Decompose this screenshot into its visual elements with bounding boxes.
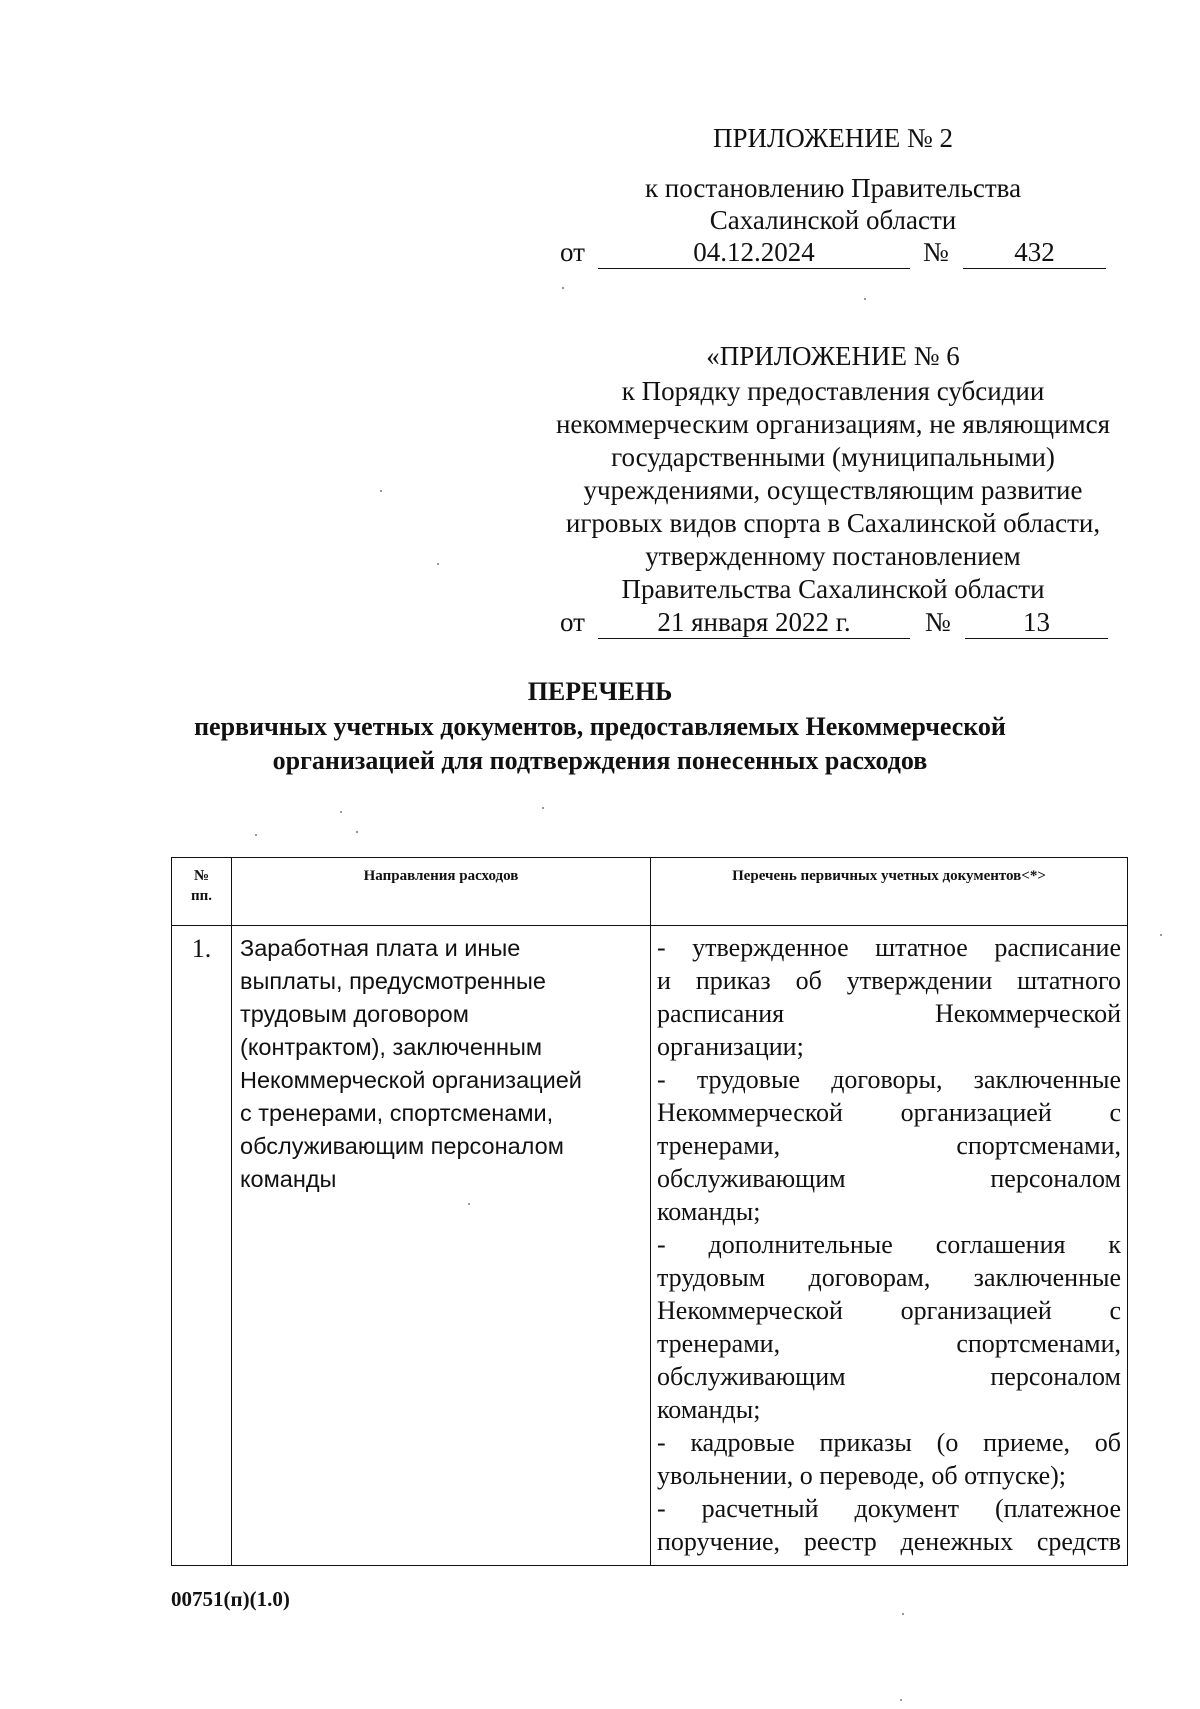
appendix-2-number-label: № [923,237,949,267]
direction-line: Заработная плата и иные [240,935,521,961]
appendix-6-line: утвержденному постановлением [645,541,1021,571]
header-number-pp: пп. [190,888,213,904]
appendix-6-number-label: № [925,607,951,637]
document-line: и приказ об утверждении штатного [657,966,1121,995]
appendix-2-title: ПРИЛОЖЕНИЕ № 2 [712,123,954,153]
document-line: Некоммерческой организацией с [657,1098,1121,1127]
row-documents [651,926,1128,1566]
document-subtitle-line-2: организацией для подтверждения понесенных расходов [272,746,928,775]
scan-speck [900,1699,902,1701]
direction-line: Некоммерческой организацией [240,1067,582,1093]
direction-line: с тренерами, спортсменами, [240,1100,554,1126]
document-line: команды; [657,1197,761,1226]
document-line: увольнении, о переводе, об отпуске); [657,1461,1067,1490]
header-number-sign: № [193,868,210,884]
scan-speck [1160,934,1162,936]
header-number [172,858,232,926]
direction-line: (контрактом), заключенным [240,1034,543,1060]
appendix-2-from-label: от [560,237,585,267]
document-line: поручение, реестр денежных средств [657,1527,1121,1556]
table-header-row [172,858,1128,926]
scan-speck [340,811,342,813]
scan-speck [542,807,544,809]
scan-speck [356,831,358,833]
document-line: Некоммерческой организацией с [657,1296,1121,1325]
scan-speck [255,834,257,836]
document-line: - дополнительные соглашения к [657,1230,1121,1259]
header-direction: Направления расходов [232,858,651,926]
direction-line: обслуживающим персоналом [240,1133,564,1159]
document-line: организации; [657,1032,804,1061]
document-line: тренерами, спортсменами, [657,1329,1121,1358]
appendix-6-line: игровых видов спорта в Сахалинской области, [565,508,1101,538]
appendix-6-date: 21 января 2022 г. [598,606,910,639]
appendix-2-date: 04.12.2024 [598,236,910,269]
appendix-6-from-label: от [560,607,585,637]
appendix-2-line-2: Сахалинской области [709,205,957,235]
document-subtitle-line-1: первичных учетных документов, предоставляемых Некоммерческой [194,712,1006,741]
documents-table [171,857,1128,1566]
appendix-6-line: к Порядку предоставления субсидии [621,376,1045,406]
document-line: - кадровые приказы (о приеме, об [657,1428,1121,1457]
direction-line: выплаты, предусмотренные [240,968,546,994]
document-line: - трудовые договоры, заключенные [657,1065,1121,1094]
row-direction [232,926,651,1566]
header-documents: Перечень первичных учетных документов<*> [651,858,1128,926]
appendix-2-line-1: к постановлению Правительства [644,173,1022,203]
appendix-6-title: «ПРИЛОЖЕНИЕ № 6 [706,341,960,371]
appendix-6-line: некоммерческим организациям, не являющимся [555,409,1111,439]
appendix-6-number: 13 [965,606,1108,639]
direction-line: трудовым договором [240,1001,469,1027]
scan-speck [864,298,866,300]
table-row [172,926,1128,1566]
document-code: 00751(п)(1.0) [171,1587,290,1611]
scan-speck [437,563,439,565]
document-line: расписания Некоммерческой [657,999,1121,1028]
row-number: 1. [172,926,232,1566]
document-line: - утвержденное штатное расписание [657,933,1121,962]
scan-speck [562,287,564,289]
document-line: команды; [657,1395,761,1424]
scan-speck [902,1613,904,1615]
document-line: трудовым договорам, заключенные [657,1263,1121,1292]
scan-speck [468,1203,470,1205]
document-line: - расчетный документ (платежное [657,1494,1121,1523]
appendix-6-line: Правительства Сахалинской области [621,574,1045,604]
document-line: тренерами, спортсменами, [657,1131,1121,1160]
direction-line: команды [240,1166,337,1192]
scan-speck [380,490,382,492]
document-line: обслуживающим персоналом [657,1362,1121,1391]
appendix-2-number: 432 [963,236,1106,269]
document-line: обслуживающим персоналом [657,1164,1121,1193]
document-title: ПЕРЕЧЕНЬ [527,677,673,706]
appendix-6-line: учреждениями, осуществляющим развитие [583,475,1083,505]
appendix-6-line: государственными (муниципальными) [611,442,1055,472]
